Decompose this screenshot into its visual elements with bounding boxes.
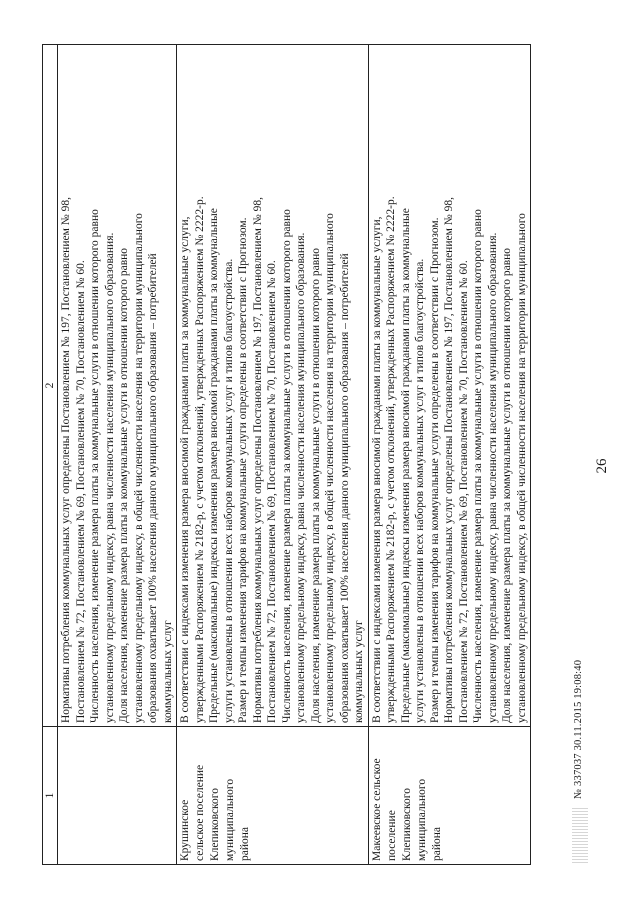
table-row [177,45,369,865]
description-line: Численность населения, изменение размера платы за коммунальные услуги в отношении которого равно [280,209,293,723]
description-line: Постановлением № 72, Постановлением № 69, Постановлением № 70, Постановлением № 60. [74,260,87,723]
description-line: Численность населения, изменение размера платы за коммунальные услуги в отношении которого равно [472,209,484,723]
region-name: Крушинское сельское поселение Клепиковского муниципального района [179,764,251,861]
description-line: Доля населения, изменение размера платы за коммунальные услуги в отношении которого равно [118,247,130,723]
description-line: утвержденными Распоряжением № 2182-р, с учетом отклонений, утвержденных Распоряжением № 2222-р. [385,196,397,723]
description-cell [177,45,369,727]
registration-number-text: № 337037 30.11.2015 19:08:40 [573,659,584,799]
description-line: Размер и темпы изменения тарифов на коммунальные услуги определены в соответствии с Прогнозом. [428,217,441,723]
description-line: Постановлением № 72, Постановлением № 69, Постановлением № 70, Постановлением № 60. [266,260,278,723]
table-header-row [43,45,58,865]
description-line: Постановлением № 72, Постановлением № 69, Постановлением № 70, Постановлением № 60. [457,260,470,723]
description-line: установленному предельному индексу, в общей численности населения на территории муниципального [132,213,145,723]
region-name: Макеевское сельское поселение Клепиковского муниципального района [370,758,443,861]
region-cell [58,727,177,865]
table-body [58,45,531,865]
region-cell [177,727,369,865]
description-line: коммунальных услуг [161,620,174,723]
description-line: образования охватывает 100% населения данного муниципального образования – потребителей [338,253,351,723]
description-line: установленному предельному индексу, равна численности населения муниципального образования. [486,232,499,723]
description-line: Численность населения, изменение размера платы за коммунальные услуги в отношении которого равно [89,209,101,723]
registration-stamp [572,605,590,865]
region-cell [368,727,531,865]
column-header-1: 1 [43,727,58,865]
description-line: Нормативы потребления коммунальных услуг определены Постановлением № 197, Постановлением № 98, [251,197,264,723]
data-table [42,44,531,865]
description-line: установленному предельному индексу, в общей численности населения на территории муниципального [515,213,528,723]
description-line: установленному предельному индексу, равна численности населения муниципального образования. [295,232,307,723]
faint-seal-mark [572,807,588,863]
description-line: Предельные (максимальные) индексы изменения размера вносимой гражданами платы за коммунальные [399,208,412,723]
description-line: утвержденными Распоряжением № 2182-р, с учетом отклонений, утвержденных Распоряжением № 2222-р. [193,196,206,723]
description-line: установленному предельному индексу, равна численности населения муниципального образования. [103,232,116,723]
description-line: услуги установлены в отношении всех наборов коммунальных услуг и типов благоустройства. [222,258,235,723]
description-line: Нормативы потребления коммунальных услуг определены Постановлением № 197, Постановлением № 98, [60,197,72,723]
description-line: образования охватывает 100% населения данного муниципального образования – потребителей [147,253,159,723]
description-cell [58,45,177,727]
table-row [368,45,531,865]
page-number: 26 [594,458,610,474]
description-cell [368,45,531,727]
table-row [58,45,177,865]
description-line: Доля населения, изменение размера платы за коммунальные услуги в отношении которого равно [309,247,322,723]
description-line: установленному предельному индексу, в общей численности населения на территории муниципального [324,213,336,723]
description-line: Размер и темпы изменения тарифов на коммунальные услуги определены в соответствии с Прогнозом. [237,217,249,723]
description-line: В соответствии с индексами изменения размера вносимой гражданами платы за коммунальные услуги, [370,216,383,723]
description-line: Предельные (максимальные) индексы изменения размера вносимой гражданами платы за коммунальные [208,208,220,723]
rotated-document-content [42,45,590,865]
column-header-2: 2 [43,45,58,727]
description-line: услуги установлены в отношении всех наборов коммунальных услуг и типов благоустройства. [414,258,426,723]
description-line: Доля населения, изменение размера платы за коммунальные услуги в отношении которого равно [501,247,513,723]
description-line: В соответствии с индексами изменения размера вносимой гражданами платы за коммунальные услуги, [179,216,191,723]
description-line: Нормативы потребления коммунальных услуг определены Постановлением № 197, Постановлением № 98, [443,197,455,723]
description-line: коммунальных услуг [353,620,365,723]
